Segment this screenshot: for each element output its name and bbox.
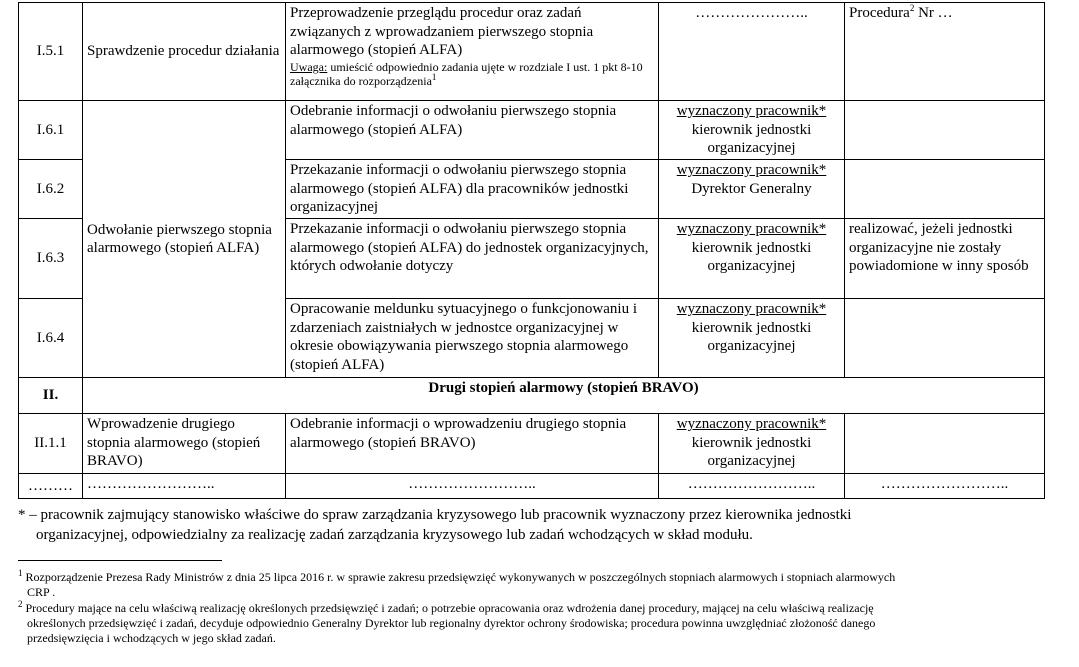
footnote-2 [18, 601, 1048, 646]
responsible-primary: wyznaczony pracownik* [676, 221, 827, 237]
task-cell: Przekazanie informacji o odwołaniu pierwszego stopnia alarmowego (stopień ALFA) do jednostek organizacyjnych, których odwołanie dotyczy [286, 219, 659, 299]
responsible-secondary: kierownik jednostki organizacyjnej [691, 239, 812, 274]
responsible-cell [659, 414, 845, 474]
footnote-ref: 1 [431, 71, 437, 82]
activity-name: …………………….. [83, 474, 286, 499]
remarks-cell [845, 160, 1045, 219]
procedures-table [18, 2, 1045, 499]
activity-name: Wprowadzenie drugiego stopnia alarmowego (stopień BRAVO) [83, 414, 286, 474]
remarks-cell [845, 299, 1045, 378]
row-id: II.1.1 [19, 414, 83, 474]
task-cell: Opracowanie meldunku sytuacyjnego o funkcjonowaniu i zdarzeniach zaistniałych w jednostce organizacyjnej w okresie obowiązywania pierwszego stopnia alarmowego (stopień ALFA) [286, 299, 659, 378]
task-cell [286, 3, 659, 101]
responsible-cell: ………………….. [659, 3, 845, 101]
remarks-cell [845, 101, 1045, 160]
responsible-cell [659, 101, 845, 160]
asterisk-footnote [18, 505, 1048, 545]
footnote-text: CRP . [27, 585, 56, 599]
remarks-cell: …………………….. [845, 474, 1045, 499]
procedure-number: Nr … [914, 5, 953, 21]
footnote-text: przedsięwzięcia i wchodzących w jego skład zadań. [27, 631, 276, 645]
responsible-secondary: kierownik jednostki organizacyjnej [691, 319, 812, 354]
row-id: ……… [19, 474, 83, 499]
responsible-secondary: Dyrektor Generalny [691, 180, 812, 197]
note-text: umieścić odpowiednio zadania ujęte w rozdziale I ust. 1 pkt 8-10 załącznika do rozporządzenia [290, 59, 643, 88]
responsible-primary: wyznaczony pracownik* [676, 301, 827, 317]
row-id: I.6.4 [19, 299, 83, 378]
table-row [19, 3, 1045, 101]
responsible-cell: …………………….. [659, 474, 845, 499]
section-row [19, 378, 1045, 414]
task-cell: Odebranie informacji o odwołaniu pierwszego stopnia alarmowego (stopień ALFA) [286, 101, 659, 160]
asterisk-footnote-line: * – pracownik zajmujący stanowisko właściwe do spraw zarządzania kryzysowego lub pracownik wyznaczony przez kierownika jednostki [18, 507, 852, 523]
section-title: Drugi stopień alarmowy (stopień BRAVO) [83, 378, 1045, 414]
footnote-divider [18, 560, 222, 561]
footnote-text: Rozporządzenie Prezesa Rady Ministrów z dnia 25 lipca 2016 r. w sprawie zakresu przedsięwzięć wykonywanych w poszczególnych stopniach alarmowych i stopniach alarmowych [22, 570, 896, 584]
row-id: I.6.1 [19, 101, 83, 160]
responsible-cell [659, 299, 845, 378]
remarks-cell: realizować, jeżeli jednostki organizacyjne nie zostały powiadomione w inny sposób [845, 219, 1045, 299]
footnote-ref: 2 [909, 3, 915, 13]
task-cell: Odebranie informacji o wprowadzeniu drugiego stopnia alarmowego (stopień BRAVO) [286, 414, 659, 474]
asterisk-footnote-line: organizacyjnej, odpowiedzialny za realizację zadań zarządzania kryzysowego lub zadań wchodzących w skład modułu. [36, 527, 753, 543]
responsible-secondary: kierownik jednostki organizacyjnej [691, 434, 812, 469]
row-id: I.6.2 [19, 160, 83, 219]
footnote-1 [18, 570, 1048, 600]
table-row [19, 474, 1045, 499]
responsible-primary: wyznaczony pracownik* [676, 416, 827, 432]
activity-name: Sprawdzenie procedur działania [83, 3, 286, 101]
section-id: II. [19, 378, 83, 414]
activity-name: Odwołanie pierwszego stopnia alarmowego (stopień ALFA) [83, 101, 286, 378]
row-id: I.6.3 [19, 219, 83, 299]
footnote-text: określonych przedsięwzięć i zadań, decyduje odpowiednio Generalny Dyrektor lub regionalny dyrektor ochrony środowiska; procedura powinna uwzględniać złożoność danego [27, 616, 876, 630]
table-row [19, 101, 1045, 160]
note-label: Uwaga: [290, 59, 328, 74]
note [290, 60, 654, 88]
footnote-text: Procedury mające na celu właściwą realizację określonych przedsięwzięć i zadań; o potrzebie opracowania oraz wdrożenia danej procedury, mającej na celu właściwą realizację [22, 601, 874, 615]
footnote-mark: 1 [18, 568, 23, 578]
remarks-cell [845, 3, 1045, 101]
responsible-primary: wyznaczony pracownik* [676, 162, 827, 178]
responsible-secondary: kierownik jednostki organizacyjnej [691, 121, 812, 156]
responsible-cell [659, 160, 845, 219]
procedure-label: Procedura [849, 5, 910, 21]
task-text: Przeprowadzenie przeglądu procedur oraz zadań związanych z wprowadzaniem pierwszego stopnia alarmowego (stopień ALFA) [290, 5, 594, 58]
remarks-cell [845, 414, 1045, 474]
footnote-mark: 2 [18, 599, 23, 609]
task-cell: Przekazanie informacji o odwołaniu pierwszego stopnia alarmowego (stopień ALFA) dla pracowników jednostki organizacyjnej [286, 160, 659, 219]
task-cell: …………………….. [286, 474, 659, 499]
table-row [19, 414, 1045, 474]
responsible-cell [659, 219, 845, 299]
responsible-primary: wyznaczony pracownik* [676, 103, 827, 119]
row-id: I.5.1 [19, 3, 83, 101]
